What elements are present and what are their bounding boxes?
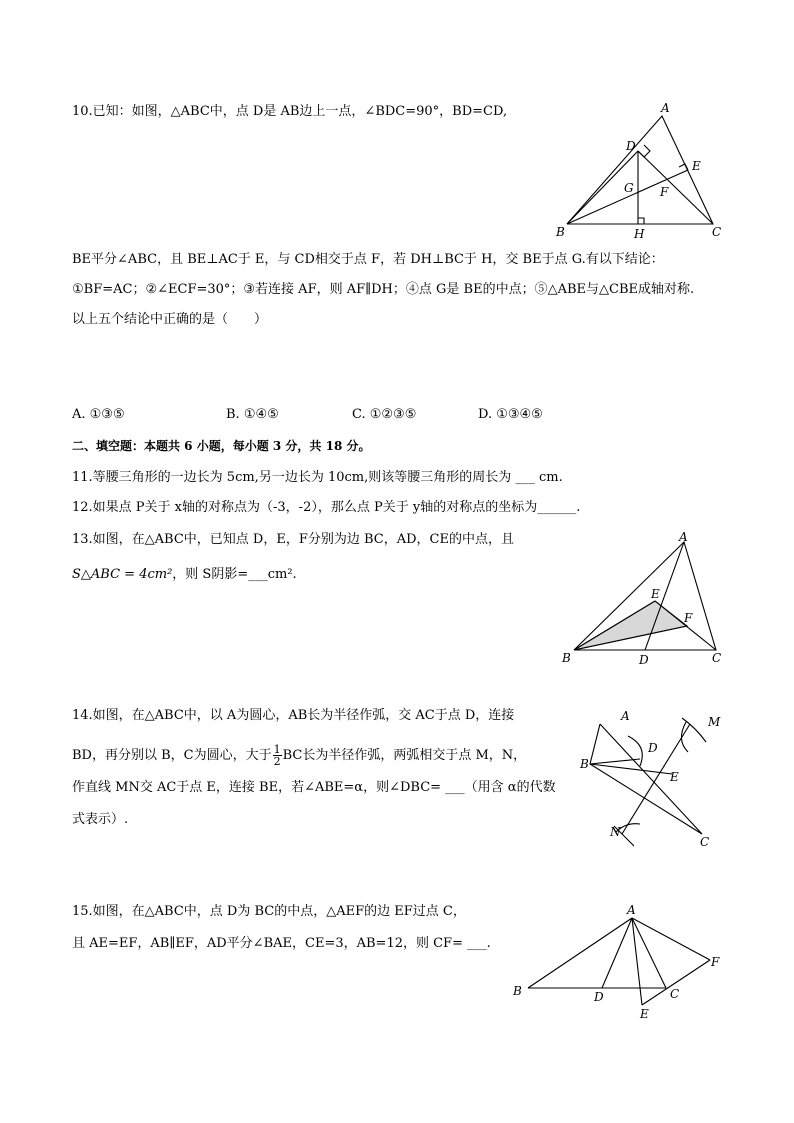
q10-label-f: F [660, 185, 669, 199]
q14-label-c: C [700, 835, 710, 849]
q14-label-b: B [580, 757, 589, 771]
q13-label-a: A [679, 530, 688, 544]
q10-label-d: D [626, 139, 636, 153]
q10-label-h: H [634, 227, 645, 241]
q15-label-b: B [513, 984, 522, 998]
q10-figure [540, 100, 740, 250]
q10-option-a: A. ①③⑤ [72, 407, 125, 422]
q13-label-c: C [712, 651, 722, 665]
q14-frac-den: 2 [273, 755, 281, 768]
q13-label-d: D [639, 653, 649, 667]
q10-text-line3: ①BF=AC；②∠ECF=30°；③若连接 AF，则 AF∥DH；④点 G是 BE的中点；⑤△ABE与△CBE成轴对称. [72, 282, 695, 297]
q15-label-e: E [640, 1007, 649, 1021]
q10-label-a: A [661, 101, 670, 115]
q14-text-line4: 式表示）. [72, 812, 129, 827]
q13-label-b: B [562, 651, 571, 665]
q15-label-c: C [670, 987, 680, 1001]
q15-label-f: F [711, 955, 720, 969]
q13-label-f: F [684, 611, 693, 625]
q14-fraction [273, 744, 282, 767]
q13-text-line1: 13.如图，在△ABC中，已知点 D，E，F分别为边 BC，AD，CE的中点，且 [72, 532, 514, 547]
q10-label-b: B [556, 225, 565, 239]
q10-text-line2: BE平分∠ABC，且 BE⊥AC于 E，与 CD相交于点 F，若 DH⊥BC于 H，交 BE于点 G.有以下结论： [72, 252, 664, 267]
q14-text-line1: 14.如图，在△ABC中，以 A为圆心，AB长为半径作弧，交 AC于点 D，连接 [72, 708, 515, 723]
q15-text-line2: 且 AE=EF，AB∥EF，AD平分∠BAE，CE=3，AB=12，则 CF= ___. [72, 936, 491, 951]
q14-text-line2b: BC长为半径作弧，两弧相交于点 M，N， [282, 748, 527, 763]
q14-figure [576, 706, 756, 856]
q14-frac-num: 1 [273, 743, 281, 756]
q12-text: 12.如果点 P关于 x轴的对称点为（-3，-2），那么点 P关于 y轴的对称点的坐标为______. [72, 500, 581, 515]
q15-figure [506, 900, 736, 1030]
q10-option-d: D. ①③④⑤ [478, 407, 543, 422]
q10-option-c: C. ①②③⑤ [352, 407, 417, 422]
q15-label-a: A [627, 903, 636, 917]
q14-label-n: N [610, 825, 621, 839]
q11-text: 11.等腰三角形的一边长为 5cm,另一边长为 10cm,则该等腰三角形的周长为 ___ cm. [72, 470, 563, 485]
q15-label-d: D [594, 990, 604, 1004]
q10-label-g: G [624, 181, 634, 195]
q10-text-line4: 以上五个结论中正确的是（ ） [72, 312, 268, 327]
q10-label-c: C [712, 225, 722, 239]
q14-label-a: A [621, 709, 630, 723]
q14-text-line3: 作直线 MN交 AC于点 E，连接 BE，若∠ABE=α，则∠DBC= ___（用含 α的代数 [72, 780, 556, 795]
q10-label-e: E [692, 159, 701, 173]
section-heading: 二、填空题：本题共 6 小题，每小题 3 分，共 18 分。 [72, 439, 371, 453]
q14-label-e: E [670, 770, 679, 784]
q14-label-d: D [648, 741, 658, 755]
q15-text-line1: 15.如图，在△ABC中，点 D为 BC的中点，△AEF的边 EF过点 C， [72, 904, 466, 919]
q10-text-line1: 10.已知：如图，△ABC中，点 D是 AB边上一点，∠BDC=90°，BD=CD, [72, 104, 508, 119]
q10-option-b: B. ①④⑤ [226, 407, 279, 422]
q14-label-m: M [708, 715, 721, 729]
q13-area-expression: S△ABC = 4cm² [72, 567, 173, 582]
q13-figure [556, 532, 746, 672]
q13-text-line2: ，则 S阴影=___cm². [172, 567, 297, 582]
q13-label-e: E [651, 587, 660, 601]
q14-text-line2a: BD，再分别以 B，C为圆心，大于 [72, 748, 272, 763]
